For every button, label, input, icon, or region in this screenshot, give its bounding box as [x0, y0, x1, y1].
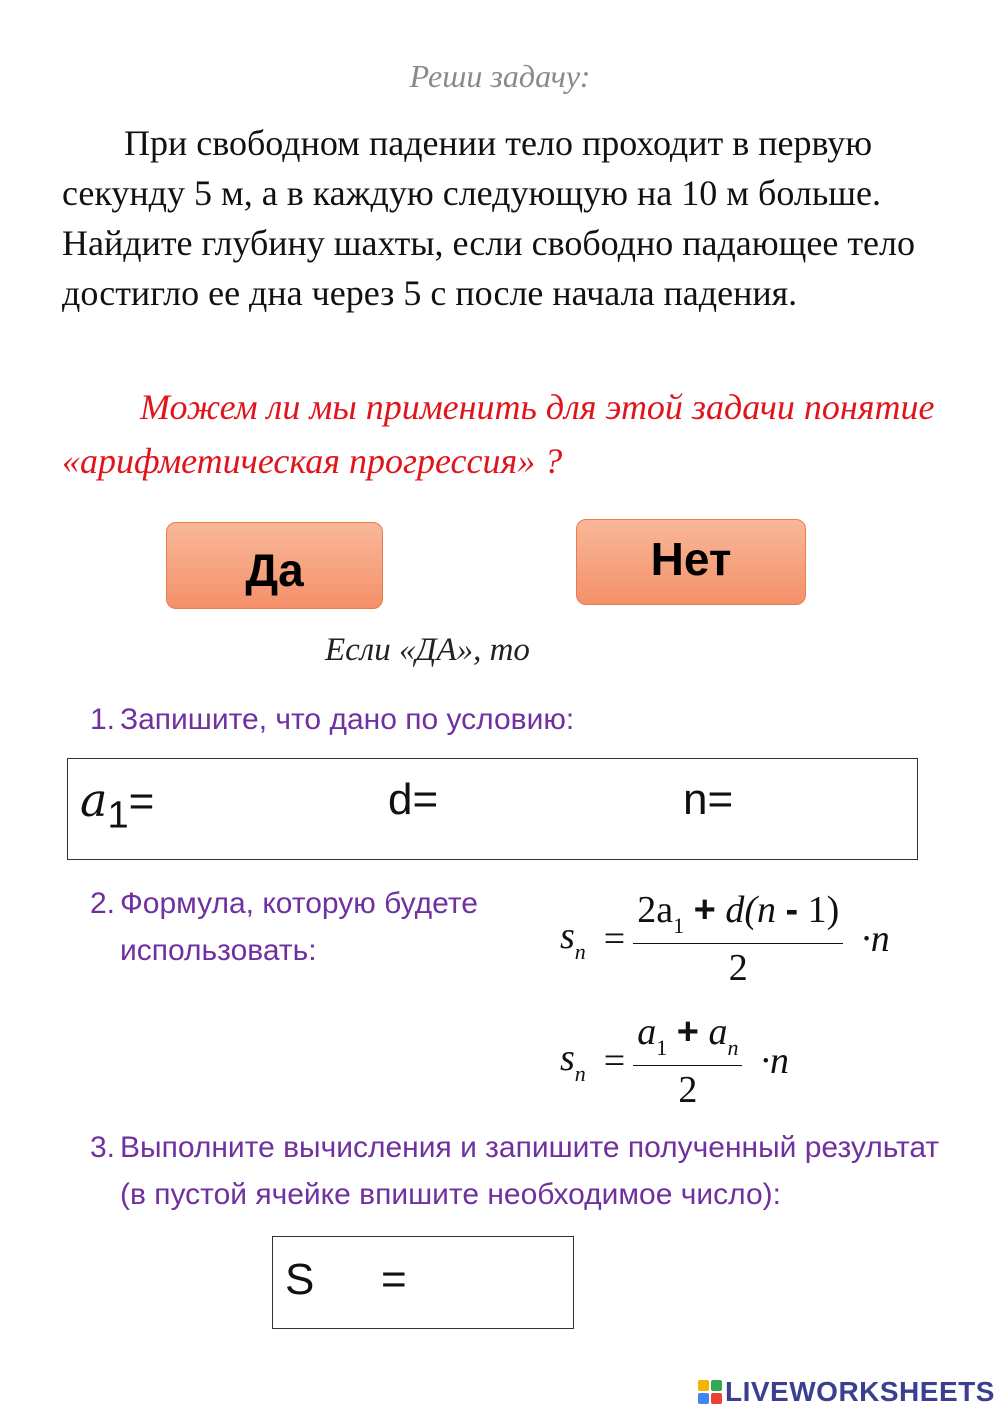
step-1: [90, 696, 950, 743]
step-1-text: Запишите, что дано по условию:: [120, 703, 575, 736]
formula-sum-1: [560, 888, 890, 990]
step-2-text: Формула, которую будете использовать:: [120, 887, 478, 967]
formula1-coef: 2a: [637, 889, 674, 931]
no-button[interactable]: Нет: [576, 519, 806, 605]
formula2-lhs: [560, 1036, 586, 1087]
formula1-coef-index: 1: [673, 913, 685, 938]
formula2-multiplier: ·n: [760, 1040, 789, 1082]
given-d: d=: [388, 775, 439, 824]
page-heading: Реши задачу:: [409, 58, 591, 94]
if-yes-text: Если «ДА», то: [325, 632, 530, 668]
formula1-lhs-symbol: s: [560, 914, 575, 957]
given-box: [67, 758, 918, 860]
formula1-equals: =: [603, 918, 626, 960]
a1-index: 1: [107, 794, 129, 837]
formula2-fraction: [633, 1010, 742, 1112]
result-symbol: S: [285, 1255, 315, 1304]
formula1-fraction: [633, 888, 843, 990]
a1-label: =: [128, 777, 155, 826]
formula2-term2: a: [708, 1011, 728, 1053]
formula1-lhs-index: n: [574, 938, 586, 964]
yes-button[interactable]: Да: [166, 522, 383, 609]
formula2-term2-index: n: [727, 1035, 739, 1060]
formula2-equals: =: [603, 1040, 626, 1082]
step-2: [90, 880, 570, 974]
formula1-rest: d(n: [725, 889, 776, 931]
formula1-lhs: [560, 914, 586, 965]
formula2-term1: a: [637, 1011, 657, 1053]
formula1-denominator: 2: [728, 947, 748, 989]
formula1-multiplier: ·n: [861, 918, 890, 960]
a1-symbol: a: [80, 773, 108, 827]
liveworksheets-logo: [697, 1376, 995, 1408]
given-a1: [80, 773, 154, 837]
step-3-number: 3.: [90, 1131, 116, 1164]
given-n: n=: [683, 775, 734, 824]
formula2-lhs-index: n: [574, 1060, 586, 1086]
formula-sum-2: [560, 1010, 789, 1112]
formula2-numerator: [633, 1010, 742, 1066]
step-2-number: 2.: [90, 887, 116, 920]
formula1-plus: +: [693, 889, 716, 931]
formula2-plus: +: [676, 1011, 699, 1053]
step-1-number: 1.: [90, 703, 116, 736]
result-box[interactable]: [272, 1236, 574, 1329]
problem-text: При свободном падении тело проходит в первую секунду 5 м, а в каждую следующую на 10 м больше. Найдите глубину шахты, если свободно падающее тело достигло ее дна через 5 с после начала падения.: [62, 123, 915, 313]
formula1-tail: 1): [798, 889, 840, 931]
formula1-minus: -: [785, 889, 799, 931]
result-equals: =: [381, 1255, 407, 1304]
formula2-lhs-symbol: s: [560, 1036, 575, 1079]
question-text: Можем ли мы применить для этой задачи понятие «арифметическая прогрессия» ?: [62, 387, 935, 481]
formula2-term1-index: 1: [656, 1035, 668, 1060]
watermark-text: LIVEWORKSHEETS: [725, 1376, 995, 1407]
liveworksheets-icon: [697, 1379, 723, 1405]
step-3: [90, 1124, 960, 1218]
formula1-numerator: [633, 888, 843, 944]
step-3-text: Выполните вычисления и запишите полученный результат (в пустой ячейке впишите необходимое число):: [120, 1131, 940, 1211]
formula2-denominator: 2: [678, 1069, 698, 1111]
